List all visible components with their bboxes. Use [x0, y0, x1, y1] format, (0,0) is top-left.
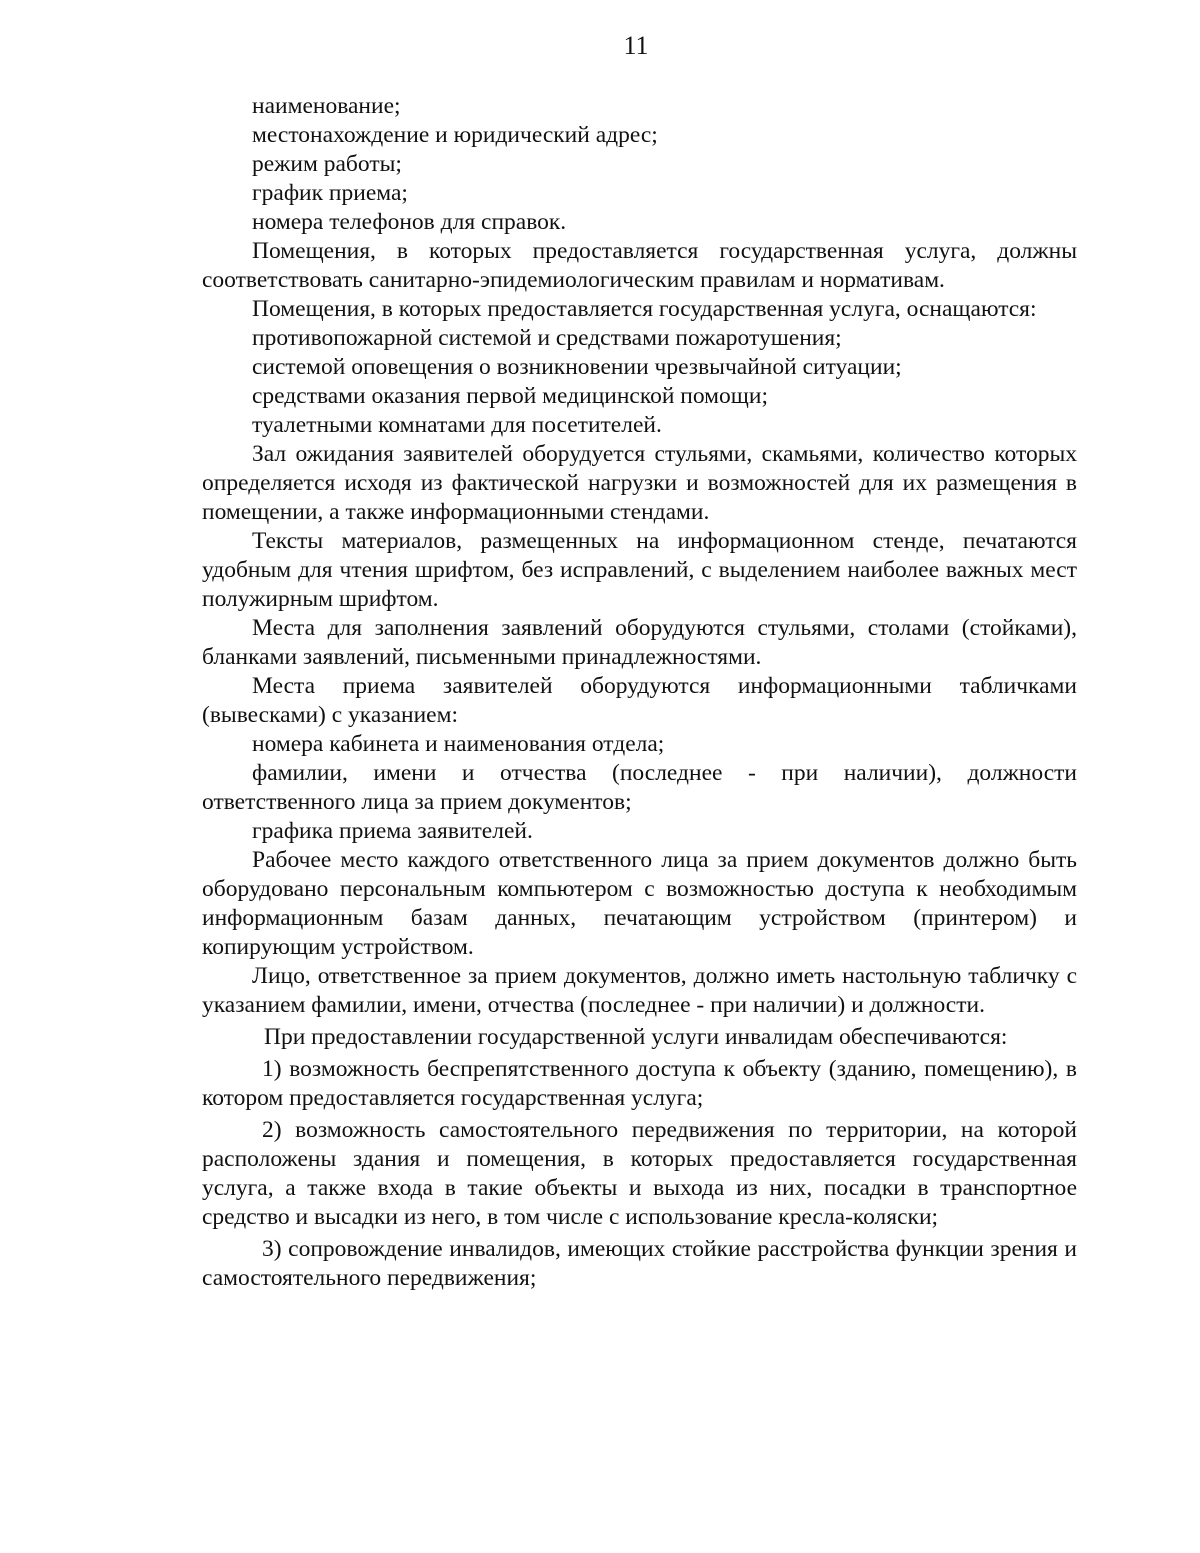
- paragraph: Тексты материалов, размещенных на информационном стенде, печатаются удобным для чтения шрифтом, без исправлений, с выделением наиболее важных мест полужирным шрифтом.: [202, 528, 1077, 612]
- paragraph: Лицо, ответственное за прием документов, должно иметь настольную табличку с указанием фамилии, имени, отчества (последнее - при наличии) и должности.: [202, 963, 1077, 1018]
- list-item: местонахождение и юридический адрес;: [252, 122, 658, 148]
- paragraph: Зал ожидания заявителей оборудуется стульями, скамьями, количество которых определяется исходя из фактической нагрузки и возможностей для их размещения в помещении, а также информационными стендами.: [202, 441, 1077, 525]
- list-item: туалетными комнатами для посетителей.: [252, 412, 662, 438]
- document-body: [202, 92, 1077, 1293]
- list-item: графика приема заявителей.: [252, 818, 533, 844]
- list-item: системой оповещения о возникновении чрезвычайной ситуации;: [252, 354, 902, 380]
- list-item: наименование;: [252, 93, 401, 119]
- paragraph: фамилии, имени и отчества (последнее - при наличии), должности ответственного лица за прием документов;: [202, 760, 1077, 815]
- list-item: режим работы;: [252, 151, 402, 177]
- paragraph: Места для заполнения заявлений оборудуются стульями, столами (стойками), бланками заявлений, письменными принадлежностями.: [202, 615, 1077, 670]
- list-item: 2) возможность самостоятельного передвижения по территории, на которой расположены здания и помещения, в которых предоставляется государственная услуга, а также входа в такие объекты и выхода из них, посадки в транспортное средство и высадки из него, в том числе с использование кресла-коляски;: [202, 1117, 1077, 1230]
- list-item: 1) возможность беспрепятственного доступа к объекту (зданию, помещению), в котором предоставляется государственная услуга;: [202, 1056, 1077, 1111]
- list-item: 3) сопровождение инвалидов, имеющих стойкие расстройства функции зрения и самостоятельного передвижения;: [202, 1236, 1077, 1291]
- list-item: средствами оказания первой медицинской помощи;: [252, 383, 768, 409]
- list-item: номера кабинета и наименования отдела;: [252, 731, 665, 757]
- list-item: номера телефонов для справок.: [252, 209, 567, 235]
- paragraph: Помещения, в которых предоставляется государственная услуга, должны соответствовать санитарно-эпидемиологическим правилам и нормативам.: [202, 238, 1077, 293]
- paragraph: Рабочее место каждого ответственного лица за прием документов должно быть оборудовано персональным компьютером с возможностью доступа к необходимым информационным базам данных, печатающим устройством (принтером) и копирующим устройством.: [202, 847, 1077, 960]
- list-item: противопожарной системой и средствами пожаротушения;: [252, 325, 842, 351]
- paragraph: Места приема заявителей оборудуются информационными табличками (вывесками) с указанием:: [202, 673, 1077, 728]
- paragraph: При предоставлении государственной услуги инвалидам обеспечиваются:: [264, 1024, 1008, 1050]
- list-item: график приема;: [252, 180, 408, 206]
- page-number: 11: [623, 31, 649, 60]
- paragraph: Помещения, в которых предоставляется государственная услуга, оснащаются:: [252, 296, 1037, 322]
